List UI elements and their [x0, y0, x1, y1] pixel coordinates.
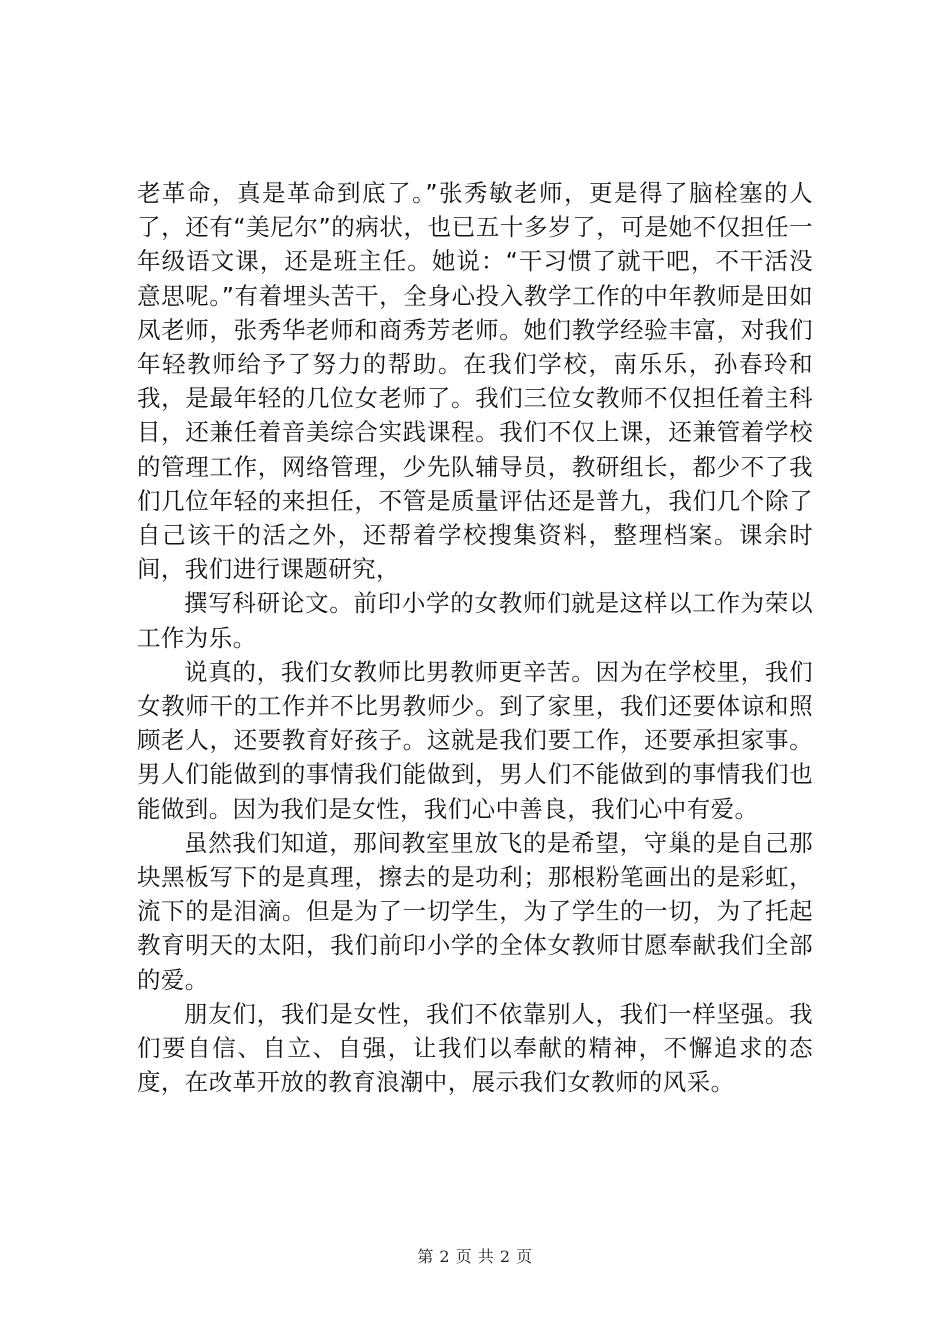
paragraph-continued: 老革命，真是革命到底了。”张秀敏老师，更是得了脑栓塞的人了，还有“美尼尔”的病状，也已五十多岁了，可是她不仅担任一年级语文课，还是班主任。她说：“干习惯了就干吧，不干活没意思呢。”有着埋头苦干，全身心投入教学工作的中年教师是田如凤老师，张秀华老师和商秀芳老师。她们教学经验丰富，对我们年轻教师给予了努力的帮助。在我们学校，南乐乐，孙春玲和我，是最年轻的几位女老师了。我们三位女教师不仅担任着主科目，还兼任着音美综合实践课程。我们不仅上课，还兼管着学校的管理工作，网络管理，少先队辅导员，教研组长，都少不了我们几位年轻的来担任，不管是质量评估还是普九，我们几个除了自己该干的活之外，还帮着学校搜集资料，整理档案。课余时间，我们进行课题研究， [137, 179, 813, 584]
paragraph: 朋友们，我们是女性，我们不依靠别人，我们一样坚强。我们要自信、自立、自强，让我们以奉献的精神，不懈追求的态度，在改革开放的教育浪潮中，展示我们女教师的风采。 [137, 999, 813, 1097]
document-body [137, 176, 813, 1099]
paragraph: 虽然我们知道，那间教室里放飞的是希望，守巢的是自己那块黑板写下的是真理，擦去的是功利；那根粉笔画出的是彩虹，流下的是泪滴。但是为了一切学生，为了学生的一切，为了托起教育明天的太阳，我们前印小学的全体女教师甘愿奉献我们全部的爱。 [137, 828, 813, 994]
paragraph: 撰写科研论文。前印小学的女教师们就是这样以工作为荣以工作为乐。 [137, 589, 813, 652]
page-footer: 第 2 页 共 2 页 [417, 1247, 533, 1266]
paragraph: 说真的，我们女教师比男教师更辛苦。因为在学校里，我们女教师干的工作并不比男教师少。到了家里，我们还要体谅和照顾老人，还要教育好孩子。这就是我们要工作，还要承担家事。男人们能做到的事情我们能做到，男人们不能做到的事情我们也能做到。因为我们是女性，我们心中善良，我们心中有爱。 [137, 657, 813, 823]
